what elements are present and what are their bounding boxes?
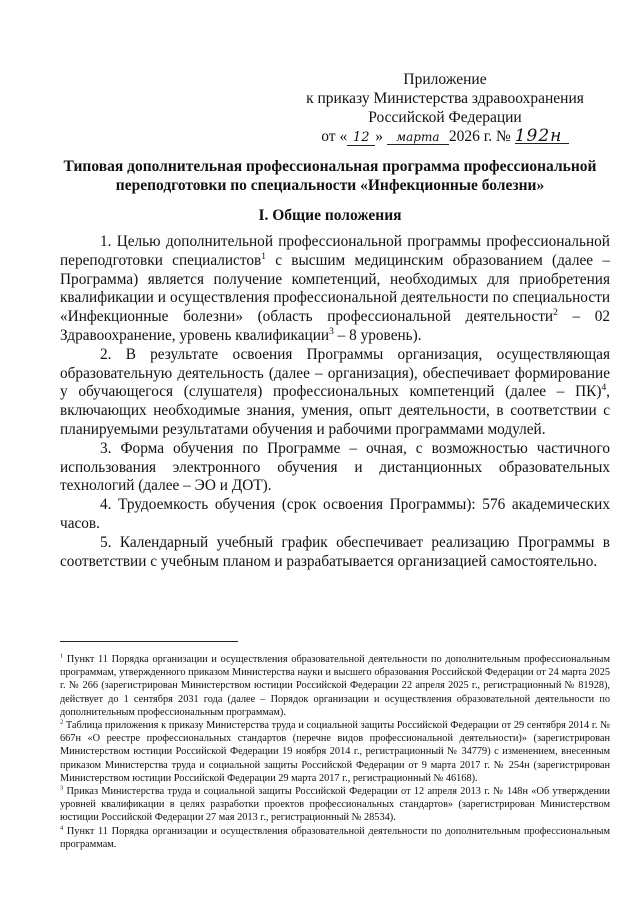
footnote-3: $^3$ Приказ Министерства труда и социальной защиты Российской Федерации от 12 апреля 2013 г. № 148н «Об утверждении уровней квалификации в целях разработки проектов профессиональных стандартов» (зарегистрирован Министерством юстиции Российской Федерации 27 мая 2013 г., регистрационный № 28534). [60,784,610,824]
footnote-ref-4: 4 [601,383,607,394]
footnote-ref-3: 3 [329,326,334,337]
footnote-2: $^2$ Таблица приложения к приказу Министерства труда и социальной защиты Российской Федерации от 29 сентября 2014 г. № 667н «О реестре профессиональных стандартов (перечне видов профессиональной деятельности)» (зарегистрирован Министерством юстиции Российской Федерации 19 ноября 2014 г., регистрационный № 34779) с изменением, внесенным приказом Министерства труда и социальной защиты Российской Федерации от 9 марта 2017 г. № 254н (зарегистрирован Министерством юстиции Российской Федерации 29 марта 2017 г., регистрационный № 46168). [60,718,610,784]
appendix-country: Российской Федерации [368,109,522,126]
paragraph-1: 1. Целью дополнительной профессиональной программы профессиональной переподготовки специалистов$^1$ с высшим медицинским образованием (далее – Программа) является получение компетенций, необходимых для приобретения квалификации и осуществления профессиональной деятельности по специальности «Инфекционные болезни» (область профессиональной деятельности$^2$ – 02 Здравоохранение, уровень квалификации$^3$ – 8 уровень). [60,233,610,344]
appendix-label: Приложение [403,71,487,88]
appendix-order-ref: к приказу Министерства здравоохранения [306,90,584,107]
section-heading: I. Общие положения [258,207,402,224]
paragraph-4: 4. Трудоемкость обучения (срок освоения Программы): 576 академических часов. [60,496,610,532]
handwritten-month: марта [387,130,449,145]
footnote-1: $^1$ Пункт 11 Порядка организации и осуществления образовательной деятельности по дополнительным профессиональным программам, утвержденного приказом Министерства науки и высшего образования Российской Федерации от 24 марта 2025 г. № 266 (зарегистрирован Министерством юстиции Российской Федерации 22 апреля 2025 г., регистрационный № 81928), действует до 1 сентября 2031 года (далее – Порядок организации и осуществления образовательной деятельности по дополнительным профессиональным программам). [60,652,610,718]
appendix-header [300,70,590,146]
document-body [60,233,610,571]
handwritten-order-number: 192н [515,129,569,144]
handwritten-day: 12 [347,131,375,146]
paragraph-5: 5. Календарный учебный график обеспечивает реализацию Программы в соответствии с учебным планом и разрабатывается организацией самостоятельно. [60,533,610,570]
footnotes [60,653,610,851]
footnote-ref-2: 2 [553,308,558,319]
document-title [60,157,600,195]
title-line-2: переподготовки по специальности «Инфекционные болезни» [115,177,545,194]
paragraph-3: 3. Форма обучения по Программе – очная, с возможностью частичного использования электронного обучения и дистанционных образовательных технологий (далее – ЭО и ДОТ). [60,439,610,495]
footnote-separator [60,641,238,642]
title-line-1: Типовая дополнительная профессиональная программа профессиональной [63,158,597,175]
paragraph-2: 2. В результате освоения Программы организация, осуществляющая образовательную деятельность (далее – организация), обеспечивает формирование у обучающегося (слушателя) профессиональных компетенций (далее – ПК)$^4$, включающих необходимые знания, умения, опыт деятельности, в соответствии с планируемыми результатами обучения и рабочими программами модулей. [60,345,610,438]
footnote-4: $^4$ Пункт 11 Порядка организации и осуществления образовательной деятельности по дополнительным профессиональным программам. [60,824,610,850]
appendix-date-line: от « 12 » марта 2026 г. № 192н [300,127,590,146]
footnote-ref-1: 1 [261,251,266,262]
